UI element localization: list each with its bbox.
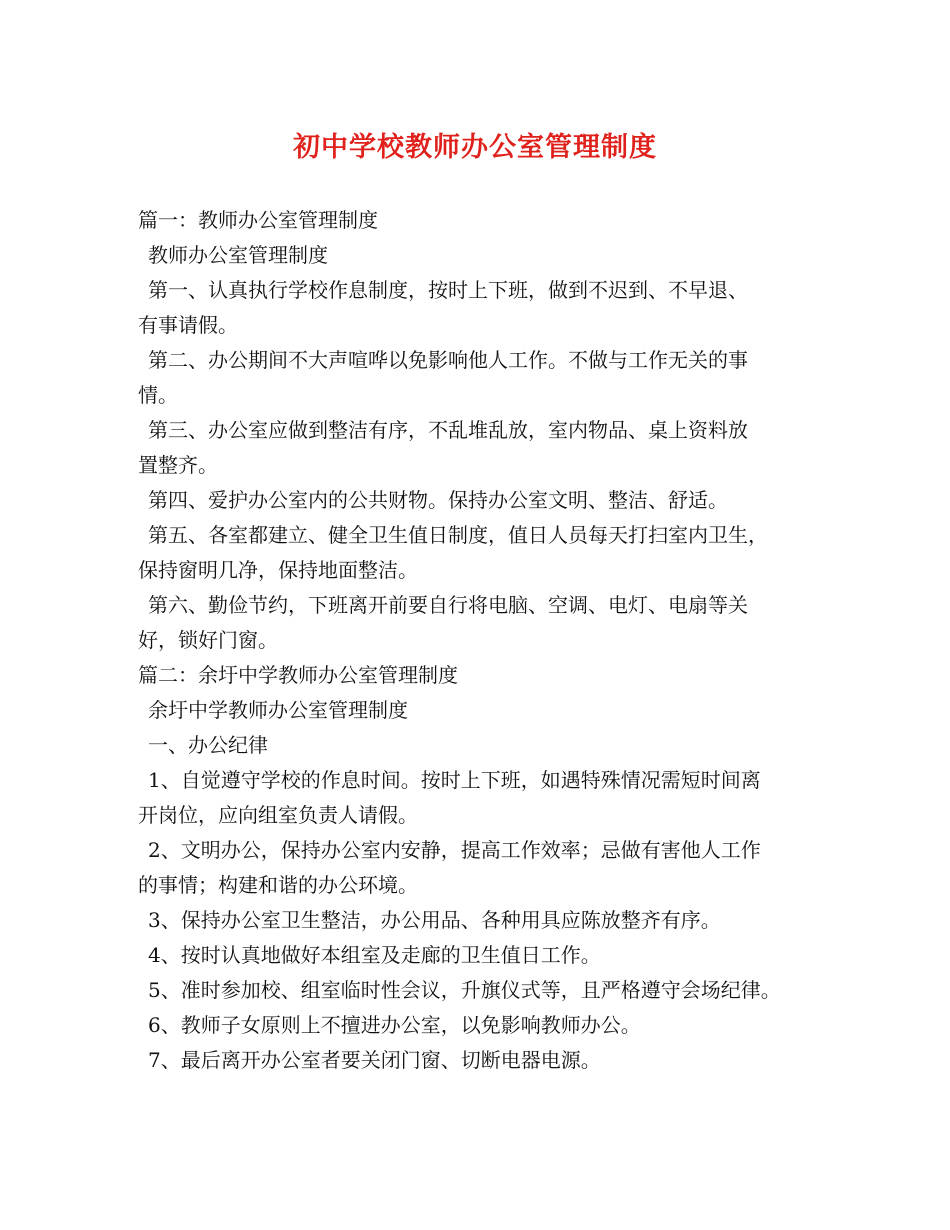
text-line: 第四、爱护办公室内的公共财物。保持办公室文明、整洁、舒适。 [148,488,728,512]
text-line: 第一、认真执行学校作息制度，按时上下班，做到不迟到、不早退、 [148,278,748,302]
text-line: 教师办公室管理制度 [148,243,328,267]
text-line: 有事请假。 [138,313,238,337]
text-line: 篇二：余圩中学教师办公室管理制度 [138,663,458,687]
document-title: 初中学校教师办公室管理制度 [293,132,657,163]
text-line: 4、按时认真地做好本组室及走廊的卫生值日工作。 [148,943,601,967]
text-line: 7、最后离开办公室者要关闭门窗、切断电器电源。 [148,1048,601,1072]
text-line: 情。 [138,383,178,407]
text-line: 的事情；构建和谐的办公环境。 [138,873,418,897]
text-line: 第六、勤俭节约，下班离开前要自行将电脑、空调、电灯、电扇等关 [148,593,748,617]
text-line: 第二、办公期间不大声喧哗以免影响他人工作。不做与工作无关的事 [148,348,748,372]
text-line: 好，锁好门窗。 [138,628,278,652]
text-line: 第五、各室都建立、健全卫生值日制度，值日人员每天打扫室内卫生， [148,523,768,547]
text-line: 开岗位，应向组室负责人请假。 [138,803,418,827]
text-line: 1、自觉遵守学校的作息时间。按时上下班，如遇特殊情况需短时间离 [148,768,761,792]
text-line: 3、保持办公室卫生整洁，办公用品、各种用具应陈放整齐有序。 [148,908,721,932]
text-line: 置整齐。 [138,453,218,477]
text-line: 6、教师子女原则上不擅进办公室，以免影响教师办公。 [148,1013,641,1037]
text-line: 篇一：教师办公室管理制度 [138,208,378,232]
text-line: 保持窗明几净，保持地面整洁。 [138,558,418,582]
text-line: 5、准时参加校、组室临时性会议，升旗仪式等，且严格遵守会场纪律。 [148,978,781,1002]
text-line: 一、办公纪律 [148,733,268,757]
text-line: 余圩中学教师办公室管理制度 [148,698,408,722]
text-line: 第三、办公室应做到整洁有序，不乱堆乱放，室内物品、桌上资料放 [148,418,748,442]
document-body [138,203,838,1078]
text-line: 2、文明办公，保持办公室内安静，提高工作效率；忌做有害他人工作 [148,838,761,862]
